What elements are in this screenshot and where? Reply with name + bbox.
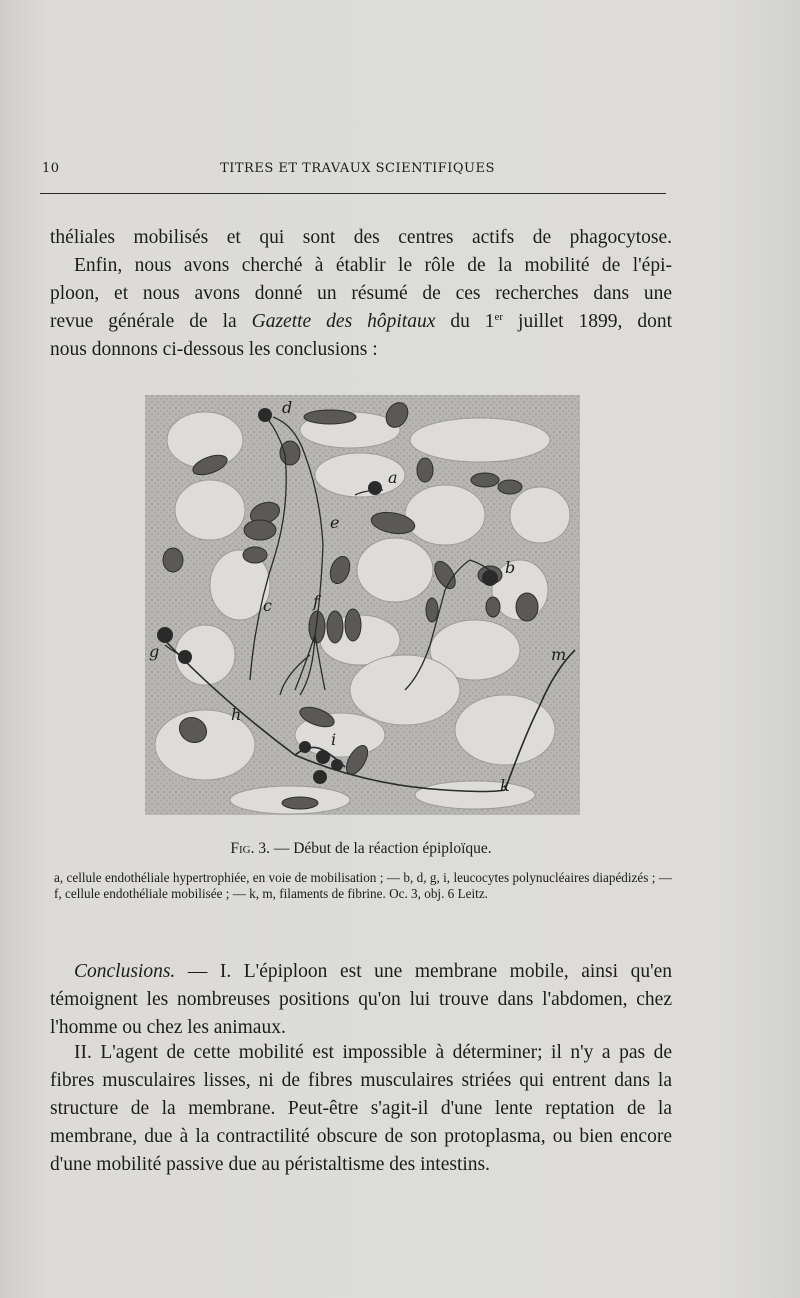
conclusions-heading: Conclusions.	[74, 961, 176, 982]
figure-label: Fig. 3.	[230, 840, 270, 857]
header-rule	[40, 193, 666, 194]
figure-caption-text: — Début de la réaction épiploïque.	[269, 840, 492, 857]
label-f: f	[313, 592, 319, 611]
intro-paragraph	[50, 224, 672, 364]
intro-line: nous donnons ci-dessous les conclusions :	[50, 339, 378, 360]
page-number: 10	[42, 161, 60, 176]
label-b: b	[505, 558, 516, 577]
intro-line: ploon, et nous avons donné un résumé de ces recherches dans une	[50, 283, 672, 304]
label-g: g	[149, 642, 160, 661]
label-a: a	[388, 468, 398, 487]
figure-illustration	[145, 395, 580, 815]
figure-caption	[50, 840, 672, 858]
label-h: h	[231, 705, 242, 724]
conclusion-1-text: — I. L'épiploon est une membrane mobile, ainsi qu'en témoignent les nombreuses positions qu'on lui trouve dans l'abdomen, chez l'homme ou chez les animaux.	[50, 961, 672, 1038]
label-k: k	[500, 776, 510, 795]
figure-legend: a, cellule endothéliale hypertrophiée, en voie de mobilisation ; — b, d, g, i, leucocytes polynucléaires diapédizés ; — f, cellule endothéliale mobilisée ; — k, m, filaments de fibrine. Oc. 3, obj. 6 Leitz.	[54, 870, 672, 901]
conclusion-paragraph-1	[50, 958, 672, 1042]
label-d: d	[282, 398, 293, 417]
epiploon-drawing	[145, 395, 580, 815]
intro-line: théliales mobilisés et qui sont des centres actifs de phagocytose.	[50, 227, 672, 248]
label-i: i	[331, 730, 337, 749]
intro-line: Enfin, nous avons cherché à établir le rôle de la mobilité de l'épi-	[74, 255, 672, 276]
conclusion-paragraph-2: II. L'agent de cette mobilité est impossible à déterminer; il n'y a pas de fibres musculaires lisses, ni de fibres musculaires striées qui entrent dans la structure de la membrane. Peut-être s'agit-il d'une lente reptation de la membrane, due à la contractilité obscure de son protoplasma, ou bien encore d'une mobilité passive due au péristaltisme des intestins.	[50, 1042, 672, 1175]
running-title: TITRES ET TRAVAUX SCIENTIFIQUES	[220, 161, 495, 176]
running-header	[40, 158, 665, 182]
label-m: m	[551, 645, 567, 664]
label-c: c	[263, 596, 272, 615]
journal-title: Gazette des hôpitaux	[251, 311, 436, 332]
intro-line: revue générale de la Gazette des hôpitaux du 1er juillet 1899, dont	[50, 311, 672, 332]
label-e: e	[330, 513, 340, 532]
